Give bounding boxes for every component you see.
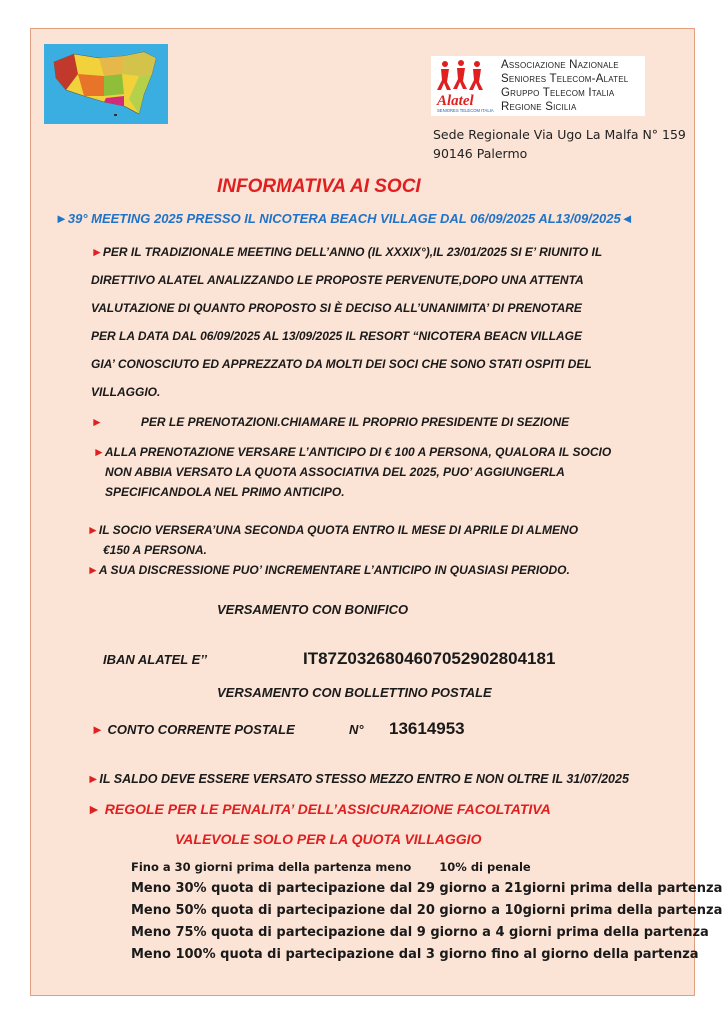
alatel-logo (431, 56, 645, 116)
iban-value: IT87Z0326804607052902804181 (303, 649, 556, 668)
penalita-first-line: Fino a 30 giorni prima della partenza meno 10% di penale (131, 860, 531, 874)
conto-value: 13614953 (389, 719, 465, 738)
arrow-icon: ► (93, 445, 105, 459)
sede-line-2: 90146 Palermo (433, 146, 528, 161)
alatel-people-icon (433, 58, 499, 114)
intro-line-1: ►PER IL TRADIZIONALE MEETING DELL’ANNO (IL XXXIX°),IL 23/01/2025 SI E’ RIUNITO IL (91, 245, 603, 259)
regole-heading: ► REGOLE PER LE PENALITA’ DELL’ASSICURAZIONE FACOLTATIVA (87, 801, 551, 817)
arrow-icon: ► (91, 722, 108, 737)
penalita-line-4: Meno 100% quota di partecipazione dal 3 giorno fino al giorno della partenza (131, 947, 699, 962)
arrow-icon: ► (91, 415, 103, 429)
meeting-heading: ►39° MEETING 2025 PRESSO IL NICOTERA BEACH VILLAGE DAL 06/09/2025 AL13/09/2025◄ (55, 211, 634, 226)
sede-line-1: Sede Regionale Via Ugo La Malfa N° 159 (433, 127, 686, 142)
arrow-icon: ► (87, 563, 99, 577)
seconda-quota-line-2: €150 A PERSONA. (103, 543, 207, 557)
sicily-map-icon (44, 44, 168, 124)
anticipo-line-1: ►ALLA PRENOTAZIONE VERSARE L’ANTICIPO DI € 100 A PERSONA, QUALORA IL SOCIO (93, 445, 612, 459)
logo-line-1: Associazione Nazionale (501, 59, 619, 71)
logo-line-3: Gruppo Telecom Italia (501, 87, 615, 99)
anticipo-line-2: NON ABBIA VERSATO LA QUOTA ASSOCIATIVA DEL 2025, PUO’ AGGIUNGERLA (105, 465, 565, 479)
sede-address (433, 125, 686, 163)
penalita-line-3: Meno 75% quota di partecipazione dal 9 giorno a 4 giorni prima della partenza (131, 925, 709, 940)
document-page (30, 28, 723, 996)
intro-line-5: GIA’ CONOSCIUTO ED APPREZZATO DA MOLTI DEI SOCI CHE SONO STATI OSPITI DEL (91, 357, 592, 371)
penalita-line-1: Meno 30% quota di partecipazione dal 29 giorno a 21giorni prima della partenza (131, 881, 723, 896)
svg-text:Alatel: Alatel (437, 93, 474, 109)
anticipo-line-3: SPECIFICANDOLA NEL PRIMO ANTICIPO. (105, 485, 345, 499)
intro-line-2: DIRETTIVO ALATEL ANALIZZANDO LE PROPOSTE PERVENUTE,DOPO UNA ATTENTA (91, 273, 584, 287)
prenotazioni-line: ► PER LE PRENOTAZIONI.CHIAMARE IL PROPRIO PRESIDENTE DI SEZIONE (91, 415, 570, 429)
svg-text:SENIORES TELECOM ITALIA: SENIORES TELECOM ITALIA (437, 108, 494, 113)
logo-text (501, 58, 628, 114)
valevole-heading: VALEVOLE SOLO PER LA QUOTA VILLAGGIO (175, 831, 482, 847)
intro-line-3: VALUTAZIONE DI QUANTO PROPOSTO SI È DECISO ALL’UNANIMITA’ DI PRENOTARE (91, 301, 582, 315)
conto-n: N° (349, 722, 364, 737)
sicily-map-image (44, 44, 168, 124)
intro-line-4: PER LA DATA DAL 06/09/2025 AL 13/09/2025 IL RESORT “NICOTERA BEACN VILLAGE (91, 329, 583, 343)
logo-line-2: Seniores Telecom-Alatel (501, 73, 629, 85)
intro-line-6: VILLAGGIO. (91, 385, 161, 399)
page-title: INFORMATIVA AI SOCI (217, 176, 421, 197)
seconda-quota-line-1: ►IL SOCIO VERSERA’UNA SECONDA QUOTA ENTRO IL MESE DI APRILE DI ALMENO (87, 523, 579, 537)
bollettino-heading: VERSAMENTO CON BOLLETTINO POSTALE (217, 685, 492, 700)
penalita-line-2: Meno 50% quota di partecipazione dal 20 giorno a 10giorni prima della partenza (131, 903, 723, 918)
conto-label: ► CONTO CORRENTE POSTALE (91, 722, 295, 737)
arrow-icon: ► (87, 772, 100, 786)
logo-line-4: Regione Sicilia (501, 101, 577, 113)
arrow-icon: ► (87, 801, 105, 817)
iban-label: IBAN ALATEL E’’ (103, 652, 207, 667)
saldo-line: ►IL SALDO DEVE ESSERE VERSATO STESSO MEZZO ENTRO E NON OLTRE IL 31/07/2025 (87, 772, 629, 786)
arrow-icon: ► (87, 523, 99, 537)
arrow-icon: ► (91, 245, 103, 259)
discrezione-line: ►A SUA DISCRESSIONE PUO’ INCREMENTARE L’ANTICIPO IN QUASIASI PERIODO. (87, 563, 570, 577)
bonifico-heading: VERSAMENTO CON BONIFICO (217, 602, 409, 617)
